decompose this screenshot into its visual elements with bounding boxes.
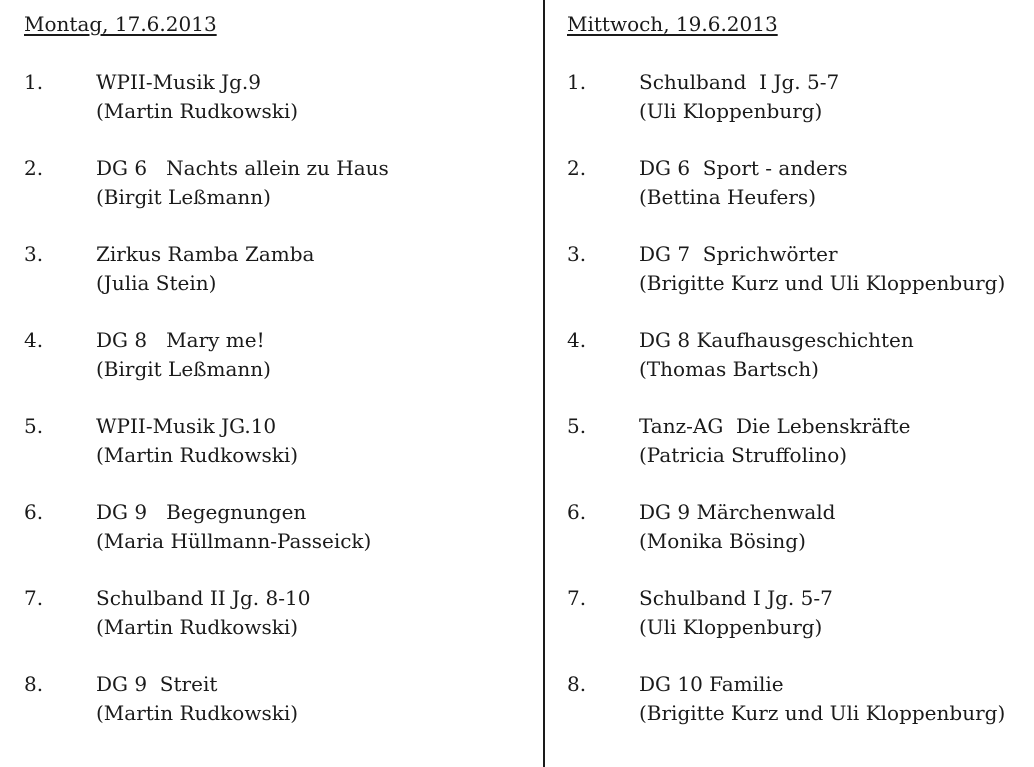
- item-title: DG 7 Sprichwörter: [639, 242, 838, 266]
- list-item: [24, 68, 524, 125]
- item-title: Schulband I Jg. 5-7: [639, 586, 833, 610]
- wednesday-heading: Mittwoch, 19.6.2013: [567, 12, 778, 36]
- list-item: [24, 154, 524, 211]
- item-person: (Uli Kloppenburg): [639, 98, 823, 123]
- list-item: [24, 584, 524, 641]
- item-title: WPII-Musik JG.10: [96, 414, 277, 438]
- list-item: [24, 240, 524, 297]
- item-number: 1.: [567, 70, 587, 94]
- item-number: 5.: [567, 414, 587, 438]
- item-number: 1.: [24, 70, 44, 94]
- item-body: [639, 584, 1027, 641]
- list-item: [24, 326, 524, 383]
- item-number: 8.: [24, 672, 44, 696]
- item-body: [639, 326, 1027, 383]
- item-title: DG 9 Begegnungen: [96, 500, 307, 524]
- item-number: 3.: [567, 242, 587, 266]
- item-person: (Monika Bösing): [639, 528, 806, 553]
- item-title: DG 8 Kaufhausgeschichten: [639, 328, 914, 352]
- item-body: [96, 670, 524, 727]
- item-number: 2.: [24, 156, 44, 180]
- item-body: [96, 498, 524, 555]
- list-item: [567, 68, 1027, 125]
- item-number: 7.: [24, 586, 44, 610]
- item-number: 4.: [567, 328, 587, 352]
- item-number: 7.: [567, 586, 587, 610]
- item-person: (Maria Hüllmann-Passeick): [96, 528, 372, 553]
- item-number: 6.: [567, 500, 587, 524]
- item-person: (Thomas Bartsch): [639, 356, 819, 381]
- item-body: [96, 326, 524, 383]
- item-person: (Julia Stein): [96, 270, 217, 295]
- item-number: 8.: [567, 672, 587, 696]
- item-body: [96, 154, 524, 211]
- item-body: [639, 412, 1027, 469]
- list-item: [24, 498, 524, 555]
- item-body: [96, 68, 524, 125]
- monday-column: [24, 10, 524, 756]
- list-item: [567, 412, 1027, 469]
- item-body: [639, 68, 1027, 125]
- item-person: (Birgit Leßmann): [96, 184, 271, 209]
- item-number: 3.: [24, 242, 44, 266]
- item-number: 4.: [24, 328, 44, 352]
- list-item: [24, 412, 524, 469]
- item-title: Tanz-AG Die Lebenskräfte: [639, 414, 911, 438]
- item-body: [639, 498, 1027, 555]
- item-title: DG 9 Märchenwald: [639, 500, 836, 524]
- item-number: 5.: [24, 414, 44, 438]
- item-person: (Martin Rudkowski): [96, 98, 299, 123]
- item-title: DG 6 Sport - anders: [639, 156, 848, 180]
- list-item: [24, 670, 524, 727]
- item-person: (Martin Rudkowski): [96, 442, 299, 467]
- list-item: [567, 670, 1027, 727]
- item-person: (Patricia Struffolino): [639, 442, 848, 467]
- item-body: [96, 584, 524, 641]
- item-person: (Bettina Heufers): [639, 184, 816, 209]
- list-item: [567, 584, 1027, 641]
- item-body: [96, 412, 524, 469]
- item-person: (Birgit Leßmann): [96, 356, 271, 381]
- list-item: [567, 326, 1027, 383]
- item-person: (Brigitte Kurz und Uli Kloppenburg): [639, 270, 1006, 295]
- item-body: [639, 240, 1027, 297]
- item-title: DG 10 Familie: [639, 672, 784, 696]
- item-number: 6.: [24, 500, 44, 524]
- item-title: Schulband II Jg. 8-10: [96, 586, 311, 610]
- item-title: Zirkus Ramba Zamba: [96, 242, 315, 266]
- item-title: DG 8 Mary me!: [96, 328, 265, 352]
- item-body: [639, 670, 1027, 727]
- item-title: Schulband I Jg. 5-7: [639, 70, 840, 94]
- item-title: WPII-Musik Jg.9: [96, 70, 261, 94]
- list-item: [567, 154, 1027, 211]
- monday-heading: Montag, 17.6.2013: [24, 12, 217, 36]
- item-title: DG 9 Streit: [96, 672, 218, 696]
- item-person: (Martin Rudkowski): [96, 614, 299, 639]
- item-person: (Uli Kloppenburg): [639, 614, 823, 639]
- column-divider: [543, 0, 545, 767]
- item-title: DG 6 Nachts allein zu Haus: [96, 156, 389, 180]
- list-item: [567, 498, 1027, 555]
- item-body: [639, 154, 1027, 211]
- list-item: [567, 240, 1027, 297]
- item-body: [96, 240, 524, 297]
- item-number: 2.: [567, 156, 587, 180]
- item-person: (Brigitte Kurz und Uli Kloppenburg): [639, 700, 1006, 725]
- wednesday-column: [567, 10, 1027, 756]
- item-person: (Martin Rudkowski): [96, 700, 299, 725]
